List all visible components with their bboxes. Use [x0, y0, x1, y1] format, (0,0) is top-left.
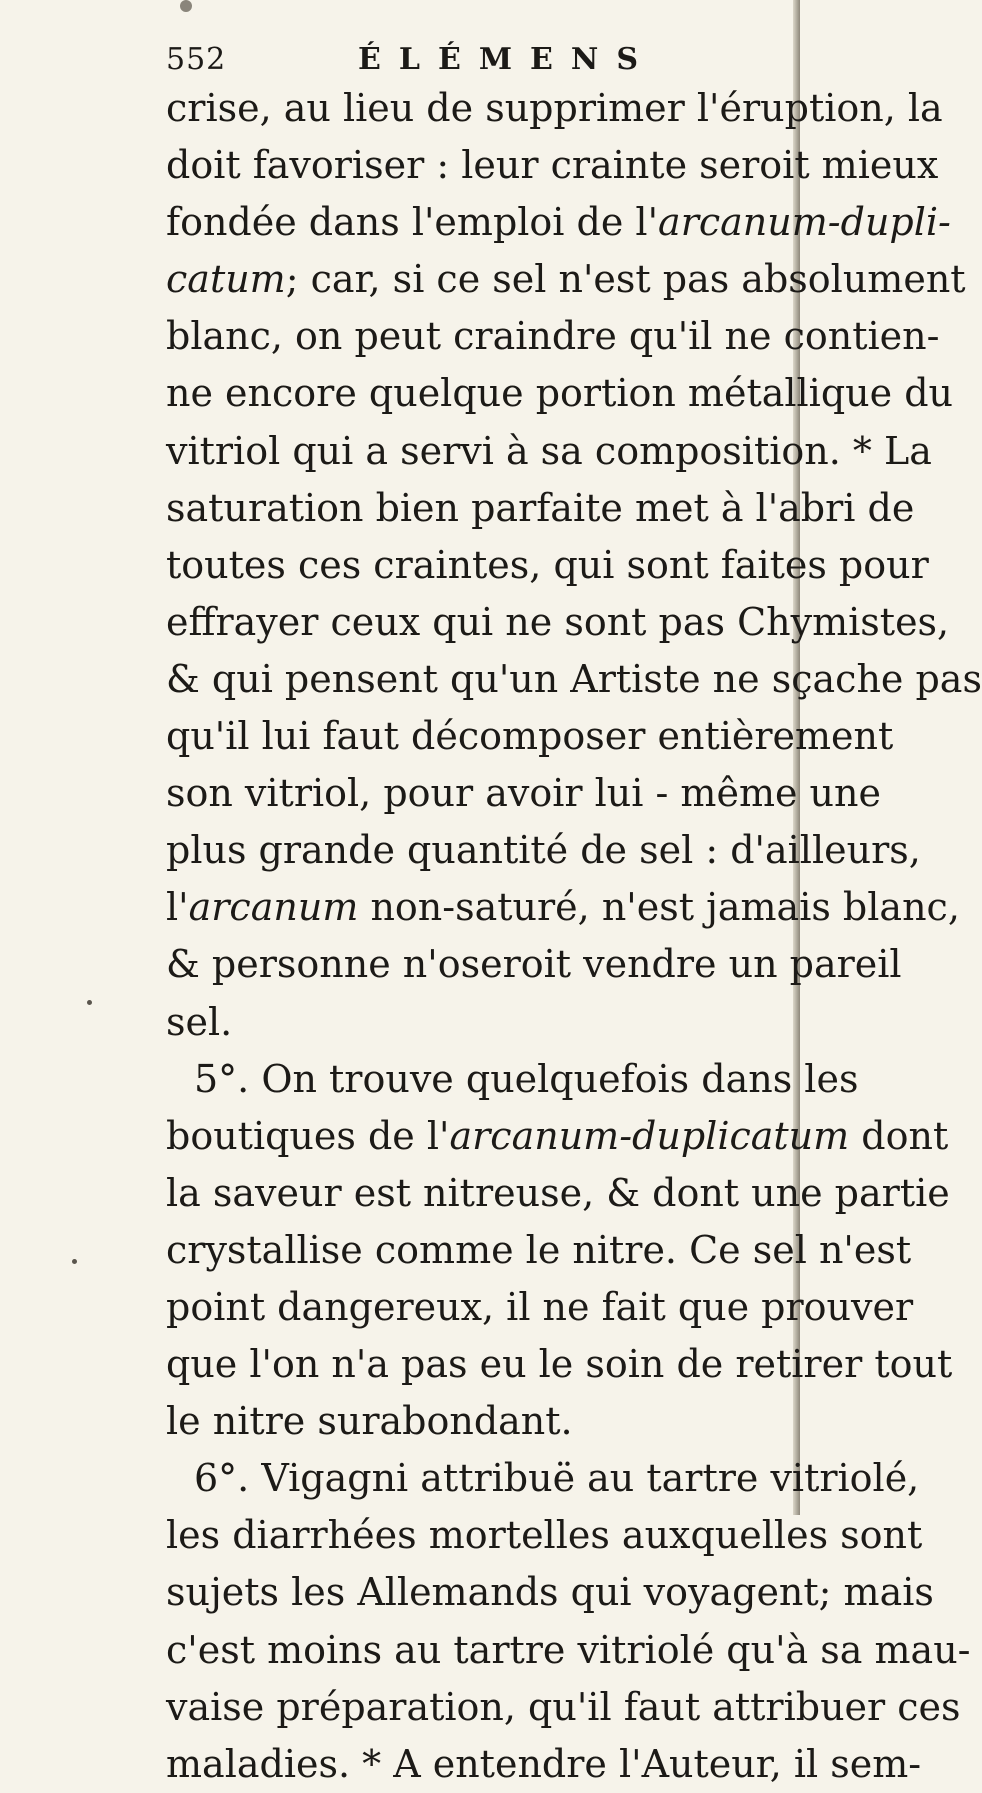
text-run: que l'on n'a pas eu le soin de retirer tout [166, 1342, 953, 1387]
text-line [166, 1222, 912, 1279]
text-line [166, 936, 902, 993]
page-header [166, 40, 760, 84]
text-line [166, 1622, 971, 1679]
text-line [166, 879, 960, 936]
text-line [166, 1507, 923, 1564]
text-line [166, 1336, 953, 1393]
text-line [166, 594, 950, 651]
italic-text: arcanum-duplicatum [449, 1113, 850, 1158]
text-line [166, 1679, 961, 1736]
text-run: dont [849, 1113, 949, 1158]
text-run: blanc, on peut craindre qu'il ne contien- [166, 314, 940, 359]
text-run: les diarrhées mortelles auxquelles sont [166, 1513, 923, 1558]
text-line [166, 194, 951, 251]
italic-text: arcanum [188, 885, 359, 930]
text-line [166, 1051, 859, 1108]
ink-blot [180, 0, 192, 12]
paper-speck [87, 1000, 92, 1005]
text-line [166, 822, 921, 879]
text-run: & qui pensent qu'un Artiste ne sçache pas [166, 656, 982, 701]
text-run: c'est moins au tartre vitriolé qu'à sa mau- [166, 1627, 971, 1672]
text-line [166, 994, 786, 1051]
text-run: vitriol qui a servi à sa composition. * La [166, 428, 932, 473]
body-text [166, 80, 982, 1793]
text-run: effrayer ceux qui ne sont pas Chymistes, [166, 599, 950, 644]
text-run: le nitre surabondant. [166, 1399, 573, 1444]
text-run: sel. [166, 999, 233, 1044]
text-line [166, 1393, 786, 1450]
text-line [166, 765, 881, 822]
text-line [166, 651, 982, 708]
text-run: non-saturé, n'est jamais blanc, [358, 885, 960, 930]
text-run: maladies. * A entendre l'Auteur, il sem- [166, 1741, 922, 1786]
text-run: ; car, si ce sel n'est pas absolument [285, 257, 966, 302]
text-run: vaise préparation, qu'il faut attribuer ces [166, 1684, 961, 1729]
text-line [166, 365, 953, 422]
text-run: l' [166, 885, 189, 930]
text-line [166, 1165, 950, 1222]
text-run: crise, au lieu de supprimer l'éruption, la [166, 86, 943, 130]
text-run: qu'il lui faut décomposer entièrement [166, 714, 894, 759]
text-run: 5°. On trouve quelquefois dans les [194, 1056, 859, 1101]
text-line [166, 708, 894, 765]
text-run: boutiques de l' [166, 1113, 450, 1158]
text-run: & personne n'oseroit vendre un pareil [166, 942, 902, 987]
text-run: ne encore quelque portion métallique du [166, 371, 953, 416]
text-run: son vitriol, pour avoir lui - même une [166, 771, 881, 816]
text-line [166, 1279, 914, 1336]
text-line [166, 1736, 922, 1793]
text-line [166, 423, 932, 480]
text-line [166, 537, 929, 594]
text-run: crystallise comme le nitre. Ce sel n'est [166, 1227, 912, 1272]
italic-text: catum [166, 257, 286, 302]
italic-text: arcanum-dupli- [658, 200, 951, 245]
text-run: point dangereux, il ne fait que prouver [166, 1284, 914, 1329]
text-run: plus grande quantité de sel : d'ailleurs, [166, 828, 921, 873]
text-run: fondée dans l'emploi de l' [166, 200, 659, 245]
text-line [166, 1450, 920, 1507]
text-run: la saveur est nitreuse, & dont une partie [166, 1170, 950, 1215]
text-line [166, 308, 940, 365]
text-line [166, 1564, 934, 1621]
text-line [166, 480, 915, 537]
text-line [166, 1108, 949, 1165]
page-number: 552 [166, 42, 227, 77]
running-head: ÉLÉMENS [358, 42, 656, 77]
paper-speck [72, 1259, 77, 1264]
text-run: 6°. Vigagni attribuë au tartre vitriolé, [194, 1456, 920, 1501]
text-line [166, 137, 939, 194]
text-run: doit favoriser : leur crainte seroit mieux [166, 143, 939, 188]
text-run: sujets les Allemands qui voyagent; mais [166, 1570, 934, 1615]
text-run: toutes ces craintes, qui sont faites pour [166, 542, 929, 587]
text-line [166, 80, 943, 137]
text-line [166, 251, 966, 308]
text-run: saturation bien parfaite met à l'abri de [166, 485, 915, 530]
